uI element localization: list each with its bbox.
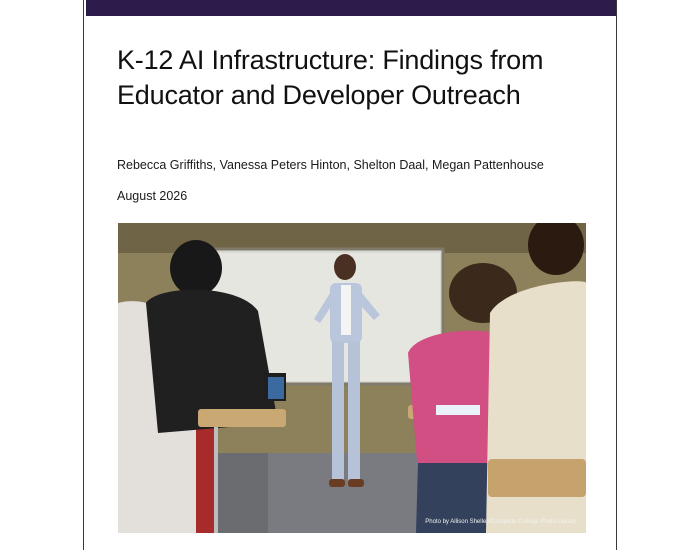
publication-date: August 2026 xyxy=(117,189,188,203)
document-title: K-12 AI Infrastructure: Findings from Educator and Developer Outreach xyxy=(117,45,544,110)
photo-credit: Photo by Allison Shelley/Complete College Photo Library xyxy=(425,519,576,525)
classroom-illustration xyxy=(118,223,586,533)
cover-photo xyxy=(118,223,586,533)
authors-line: Rebecca Griffiths, Vanessa Peters Hinton, Shelton Daal, Megan Pattenhouse xyxy=(117,158,544,172)
document-page xyxy=(83,0,617,550)
header-bar xyxy=(86,0,616,16)
